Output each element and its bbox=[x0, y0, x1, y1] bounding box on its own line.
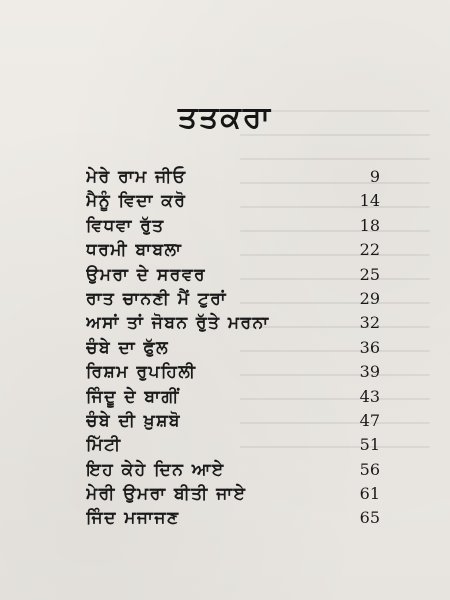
toc-page-number: 47 bbox=[359, 410, 380, 430]
toc-page-number: 56 bbox=[359, 459, 380, 479]
toc-entry-title: ਮੇਰੇ ਰਾਮ ਜੀਓ bbox=[86, 167, 187, 187]
page-title: ਤਤਕਰਾ bbox=[177, 100, 273, 135]
toc-entry-title: ਚੰਬੇ ਦੀ ਖ਼ੁਸ਼ਬੋ bbox=[86, 410, 182, 431]
toc-row bbox=[86, 263, 380, 287]
toc-entry-title: ਉਮਰਾ ਦੇ ਸਰਵਰ bbox=[86, 264, 207, 285]
toc-row bbox=[86, 238, 380, 262]
toc-row bbox=[86, 360, 380, 384]
toc-row bbox=[86, 409, 380, 433]
toc-row bbox=[86, 214, 380, 238]
toc-page-number: 14 bbox=[359, 191, 380, 211]
toc-row bbox=[86, 165, 380, 189]
toc-entry-title: ਇਹ ਕੇਹੇ ਦਿਨ ਆਏ bbox=[86, 459, 225, 480]
toc-row bbox=[86, 189, 380, 213]
toc-row bbox=[86, 287, 380, 311]
toc-row bbox=[86, 311, 380, 335]
toc-entry-title: ਮਿੱਟੀ bbox=[86, 435, 122, 456]
toc-page-number: 61 bbox=[359, 484, 380, 504]
toc-entry-title: ਚੰਬੇ ਦਾ ਫੁੱਲ bbox=[86, 337, 170, 358]
toc-row bbox=[86, 458, 380, 482]
toc-entry-title: ਜਿੰਦ ਮਜਾਜਣ bbox=[86, 508, 180, 529]
toc-entry-title: ਅਸਾਂ ਤਾਂ ਜੋਬਨ ਰੁੱਤੇ ਮਰਨਾ bbox=[86, 313, 270, 334]
toc-row bbox=[86, 482, 380, 506]
toc-page-number: 32 bbox=[359, 313, 380, 333]
toc-row bbox=[86, 433, 380, 457]
toc-page-number: 22 bbox=[359, 240, 380, 260]
toc-page-number: 36 bbox=[359, 337, 380, 357]
toc-page-number: 65 bbox=[359, 508, 380, 528]
toc-page-number: 18 bbox=[359, 215, 380, 235]
toc-page-number: 51 bbox=[359, 435, 380, 455]
toc-entry-title: ਜਿੰਦੂ ਦੇ ਬਾਗੀਂ bbox=[86, 386, 180, 407]
toc-row bbox=[86, 336, 380, 360]
table-of-contents bbox=[86, 165, 380, 531]
toc-page-number: 39 bbox=[359, 362, 380, 382]
toc-entry-title: ਮੈਨੂੰ ਵਿਦਾ ਕਰੋ bbox=[86, 191, 187, 212]
toc-entry-title: ਵਿਧਵਾ ਰੁੱਤ bbox=[86, 215, 165, 236]
toc-row bbox=[86, 385, 380, 409]
toc-entry-title: ਮੇਰੀ ਉਮਰਾ ਬੀਤੀ ਜਾਏ bbox=[86, 484, 247, 505]
toc-entry-title: ਰਿਸ਼ਮ ਰੁਪਹਿਲੀ bbox=[86, 362, 197, 383]
toc-entry-title: ਰਾਤ ਚਾਨਣੀ ਮੈਂ ਟੁਰਾਂ bbox=[86, 288, 228, 309]
toc-entry-title: ਧਰਮੀ ਬਾਬਲਾ bbox=[86, 240, 183, 261]
toc-page-number: 25 bbox=[359, 264, 380, 284]
toc-page-number: 43 bbox=[359, 386, 380, 406]
toc-page-number: 29 bbox=[359, 288, 380, 308]
toc-page-number: 9 bbox=[369, 167, 380, 186]
toc-row bbox=[86, 506, 380, 530]
